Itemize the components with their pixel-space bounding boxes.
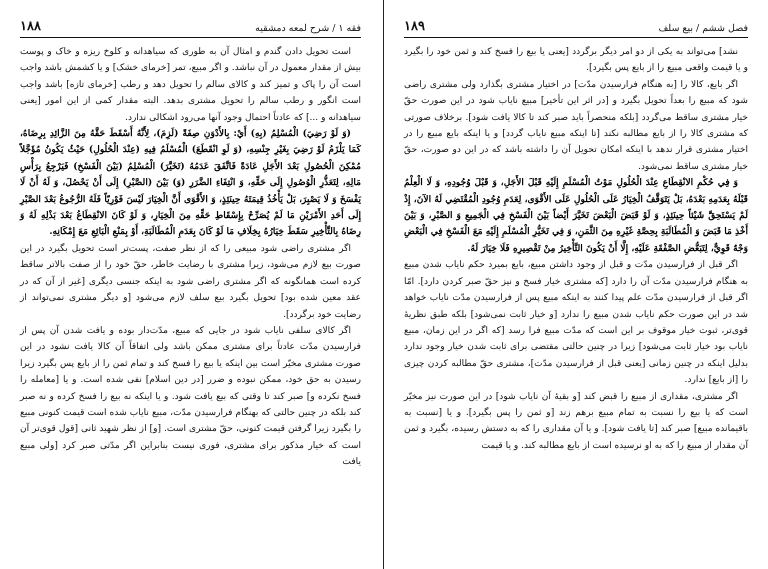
page-header [20, 0, 361, 38]
arabic-text: (وَ لَوْ رَضِيَ) الْمُسْلِمُ (بِهِ) أَيْ: بِالأَدْوَنِ صِفَةً (لَزِمَ)، لِأَنَّهُ أَسْقَطَ حَقَّهُ مِنَ الزَّائِدِ بِرِضَاهُ، كَمَا يَلْزَمُ لَوْ رَضِيَ بِغَيْرِ جِنْسِهِ، (وَ لَوِ انْقَطَعَ) الْمُسْلَمُ فِيهِ (عِنْدَ الْحُلُولِ) حَيْثُ يَكُونُ مُؤَجَّلاً مُمْكِنَ الْحُصُولِ بَعْدَ الأَجَلِ عَادَةً فَاتَّفَقَ عَدَمُهُ (تَخَيَّرَ) الْمُسْلِمُ (بَيْنَ الْفَسْخِ) فَيَرْجِعُ بِرَأْسِ مَالِهِ، لِتَعَذُّرِ الْوُصُولِ إِلَى حَقِّهِ، وَ انْتِفَاءِ الضَّرَرِ (وَ) بَيْنَ (الصَّبْرِ) إِلَى أَنْ يَحْصُلَ، وَ لَهُ أَنْ لَا يَفْسَخَ وَ لَا يَصْبِرَ، بَلْ يَأْخُذُ قِيمَتَهُ حِينَئِذٍ، وَ الأَقْوَى أَنَّ الْخِيَارَ لَيْسَ فَوْرِيّاً فَلَهُ الرُّجُوعُ بَعْدَ الصَّبْرِ إِلَى أَحَدِ الأَمْرَيْنِ مَا لَمْ يُصَرِّحْ بِإِسْقَاطِ حَقِّهِ مِنَ الْخِيَارِ، وَ لَوْ كَانَ الانْقِطَاعُ بَعْدَ بَذْلِهِ لَهُ وَ رِضَاهُ بِالتَّأْخِيرِ سَقَطَ خِيَارُهُ بِخِلَافِ مَا لَوْ كَانَ بِعَدَمِ الْمُطَالَبَةِ، أَوْ بِمَنْعِ الْبَائِعِ مَعَ إِمْكَانِهِ. [20, 128, 361, 238]
paragraph: اگر مشتری، مقداری از مبیع را قبض کند [و بقیهٔ آن نایاب شود] در این صورت نیز مخیّر است که یا بیع را نسبت به تمام مبیع برهم زند [و ثمن را پس بگیرد]. و یا [نسبت به باقیمانده مبیع] صبر کند [تا یافت شود]. و یا آن مقداری را که به دستش رسیده، بگیرد و ثمن آن مقدار از مبیع را که به او نرسیده است از بایع مطالبه کند. و یا قیمت [404, 391, 748, 451]
header-title: فصل ششم / بیع سلف [658, 23, 748, 34]
page-body [404, 44, 748, 454]
paragraph: اگر قبل از فرارسیدن مدّت و قبل از وجود داشتن مبیع، بایع بمیرد حکم نایاب شدن مبیع به هنگام فرارسیدن مدّت آن را دارد [که مشتری خیار فسخ و نیز حقّ صبر کردن دارد]. امّا اگر قبل از فرارسیدن مدّت علم پیدا کنند به اینکه مبیع پس از فرارسیدن مدّت نایاب خواهد شد در این صورت حکم نایاب شدن مبیع را ندارد [و خیار ثابت نمی‌شود] بلکه طبق نظریهٔ قوی‌تر، ثبوت خیار موقوف بر این است که مدّت مبیع فرا رسد [که اگر در این زمان، مبیع نایاب بود خیار ثابت می‌شود] زیرا در چنین حالتی مقتضی برای ثابت شدن خیار وجود ندارد بدلیل اینکه در چنین زمانی [یعنی قبل از فرارسیدن مدّت]، مشتری حقّ مطالبه کردن چیزی را [از بایع] ندارد. [404, 260, 748, 386]
page-body [20, 44, 361, 471]
paragraph: اگر کالای سلفی نایاب شود در جایی که مبیع، مدّت‌دار بوده و یافت شدن آن پس از فرارسیدن مدّت عادتاً برای مشتری ممکن باشد ولی اتفاقاً آن کالا یافت نشود در این صورت مشتری مخیّر است بین اینکه یا بیع را فسخ کند و تمام ثمن را از بایع پس بگیرد زیرا رسیدن به حق خود، ممکن نبوده و ضرر [در دین اسلام] نفی شده است. و یا [معامله را فسخ نکرده و] صبر کند تا وقتی که بیع یافت شود. و یا اینکه نه بیع را فسخ کرده و نه صبر کند بلکه در چنین حالتی که بهنگام فرارسیدن مدّت، مبیع نایاب شده است قیمت کنونی مبیع را بگیرد زیرا گرفتن قیمت کنونی، حقّ مشتری است. [و] از نظر شهید ثانی [قول قوی‌تر آن است که خیار مذکور برای مشتری، فوری نیست بنابراین اگر مدّتی صبر کرد [ولی مبیع یافت [20, 325, 361, 468]
page-header [404, 0, 748, 38]
arabic-text: وَ فِي حُكْمِ الانْقِطَاعِ عِنْدَ الْحُلُولِ مَوْتُ الْمُسْلَمِ إِلَيْهِ قَبْلَ الأَجَلِ، وَ قَبْلَ وُجُودِهِ، وَ لَا الْعِلْمُ قَبْلَهُ بِعَدَمِهِ بَعْدَهُ، بَلْ يَتَوَقَّفُ الْخِيَارُ عَلَى الْحُلُولِ عَلَى الأَقْوَى، لِعَدَمِ وُجُودِ الْمُقْتَضِي لَهُ الآنَ، إِذْ لَمْ يَسْتَحِقَّ شَيْئاً حِينَئِذٍ، وَ لَوْ قَبَضَ الْبَعْضَ تَخَيَّرَ أَيْضاً بَيْنَ الْفَسْخِ فِي الْجَمِيعِ وَ الصَّبْرِ، وَ بَيْنَ أَخْذِ مَا قَبَضَ وَ الْمُطَالَبَةِ بِحِصَّةِ غَيْرِهِ مِنَ الثَّمَنِ، وَ فِي تَخَيُّرِ الْمُسْلَمِ إِلَيْهِ مَعَ الْفَسْخِ فِي الْبَعْضِ وَجْهٌ قَوِيٌّ، لِتَبَعُّضِ الصَّفْقَةِ عَلَيْهِ، إِلَّا أَنْ يَكُونَ التَّأْخِيرُ مِنْ تَقْصِيرِهِ فَلَا خِيَارَ لَهُ. [404, 177, 748, 254]
paragraph: است تحویل دادن گندم و امثال آن به طوری که سیاهدانه و کلوخ ریزه و خاک و پوست بیش از مقدار معمول در آن نباشد. و اگر مبیع، تمر [خرمای خشک] و یا کشمش باشد واجب است آن را پاک و تمیز کند و کالای سالم را تحویل دهد و رطب [خرمای تازه] باشد واجب است انگور و رطب سالم را تحویل مشتری بدهد. البته مقدار کمی از این امور [یعنی سیاهدانه و ...] که عادتاً احتمال وجود آنها می‌رود اشکالی ندارد. [20, 47, 361, 123]
paragraph: اگر بایع، کالا را [به هنگام فرارسیدن مدّت] در اختیار مشتری بگذارد ولی مشتری راضی شود که مبیع را بعداً تحویل بگیرد و [در اثر این تأخیر] مبیع نایاب شود در این صورت حقّ خیار مشتری ساقط می‌گردد [بلکه منحصراً باید صبر کند تا کالا یافت شود]. برخلاف صورتی که مشتری کالا را از بایع مطالبه نکند [تا اینکه مبیع نایاب گردد] و یا اینکه بایع مبیع را در اختیار مشتری قرار ندهد با اینکه امکان تحویل آن را داشته باشد که در این دو صورت، حقّ خیار مشتری ساقط نمی‌شود. [404, 79, 748, 172]
paragraph: نشد] می‌تواند به یکی از دو امر دیگر برگردد [یعنی یا بیع را فسخ کند و ثمن خود را بگیرد و یا قیمت واقعی مبیع را از بایع پس بگیرد]. [404, 47, 748, 74]
header-title: فقه ۱ / شرح لمعه دمشقیه [255, 23, 361, 34]
right-page [384, 0, 768, 569]
page-number: ۱۸۸ [20, 19, 41, 34]
paragraph: اگر مشتری راضی شود مبیعی را که از نظر صفت، پست‌تر است تحویل بگیرد در این صورت بیع لازم می‌شود، زیرا مشتری با رضایت خاطر، حقّ خود را از صفت بالاتر ساقط کرده است همانگونه که اگر مشتری راضی شود به اینکه جنسی دیگری [غیر از آن که در عقد معین شده بود] تحویل بگیرد بیع سلف لازم می‌شود [و دیگر مشتری نمی‌تواند از رضایت خود برگردد]. [20, 243, 361, 320]
page-number: ۱۸۹ [404, 19, 425, 34]
